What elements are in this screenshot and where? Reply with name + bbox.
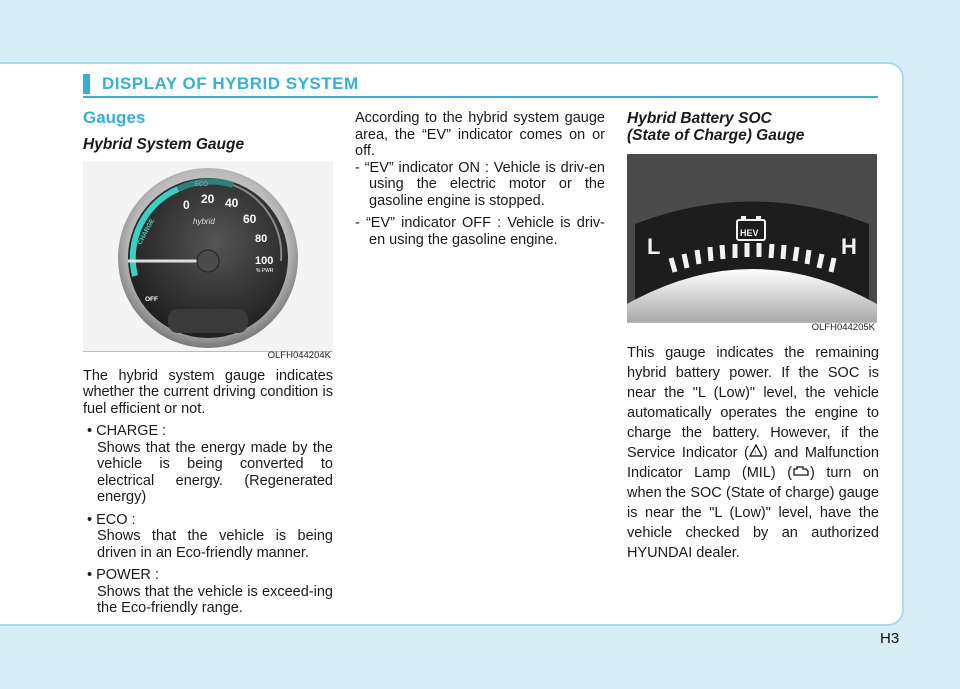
figure-code: OLFH044205K [811, 321, 875, 333]
section-title: DISPLAY OF HYBRID SYSTEM [102, 74, 359, 93]
gauge-charge-label: CHARGE [136, 217, 156, 246]
page-number: H3 [880, 630, 900, 647]
gauge-label-100: 100 [255, 254, 274, 267]
bullet-head: • POWER : [87, 567, 159, 583]
bullet-power [83, 567, 333, 617]
soc-description: This gauge indicates the remaining hybrid battery power. If the SOC is near the "L (Low)" level, the vehicle automatically operates the engine to charge the battery. However, if the Service Indicator ( ! ) and Malfunction Indicator Lamp (MIL) ( ) turn on when the SOC (State of charge) gauge is near the "L (Low)" level, have the vehicle checked by an authorized HYUNDAI dealer. [627, 345, 879, 562]
soc-low-label: L [647, 234, 661, 259]
hybrid-gauge-figure [83, 161, 333, 361]
ev-on-item: - “EV” indicator ON : Vehicle is driv-en using the electric motor or the gasoline engine is stopped. [355, 159, 605, 209]
column-2 [355, 110, 605, 248]
column-3 [627, 110, 879, 563]
bullet-charge [83, 423, 333, 506]
soc-gauge-figure [627, 154, 877, 333]
gauge-label-80: 80 [255, 232, 268, 245]
gauge-label-20: 20 [201, 191, 215, 206]
ev-off-item: - “EV” indicator OFF : Vehicle is driv-en using the gasoline engine. [355, 215, 605, 248]
ev-indicator-intro: According to the hybrid system gauge area, the “EV” indicator comes on or off. [355, 110, 605, 159]
bullet-desc: Shows that the vehicle is exceed-ing the Eco-friendly range. [97, 583, 333, 616]
malfunction-indicator-icon [792, 463, 810, 483]
service-indicator-icon [749, 443, 763, 463]
bullet-eco [83, 512, 333, 562]
gauge-label-40: 40 [225, 195, 239, 210]
hybrid-system-gauge-heading: Hybrid System Gauge [83, 135, 245, 153]
bullet-head: • ECO : [87, 511, 136, 528]
bullet-desc: Shows that the vehicle is being driven in an Eco-friendly manner. [97, 528, 333, 561]
column-1 [83, 110, 333, 617]
soc-gauge-heading: Hybrid Battery SOC (State of Charge) Gauge [627, 110, 805, 144]
soc-gauge-illustration [627, 154, 877, 322]
gauges-heading: Gauges [83, 108, 146, 127]
header-accent-bar [83, 74, 90, 94]
hybrid-gauge-illustration [83, 161, 333, 351]
bullet-desc: Shows that the energy made by the vehicle is being converted to electrical energy. (Regenerated energy) [97, 439, 333, 505]
gauge-eco-label: ECO [195, 181, 209, 188]
gauge-pwr-label: % PWR [256, 267, 274, 274]
soc-high-label: H [841, 234, 857, 259]
hev-badge: HEV [740, 228, 759, 238]
section-header [83, 74, 878, 98]
gauge-brand-label: hybrid [193, 216, 215, 226]
svg-text:!: ! [754, 451, 756, 458]
figure-code: OLFH044204K [267, 350, 331, 361]
hybrid-gauge-intro: The hybrid system gauge indicates whether the current driving condition is fuel efficient or not. [83, 367, 333, 417]
gauge-label-60: 60 [243, 211, 257, 226]
gauge-label-0: 0 [183, 197, 190, 212]
gauge-off-label: OFF [145, 295, 158, 303]
bullet-head: • CHARGE : [87, 423, 167, 439]
